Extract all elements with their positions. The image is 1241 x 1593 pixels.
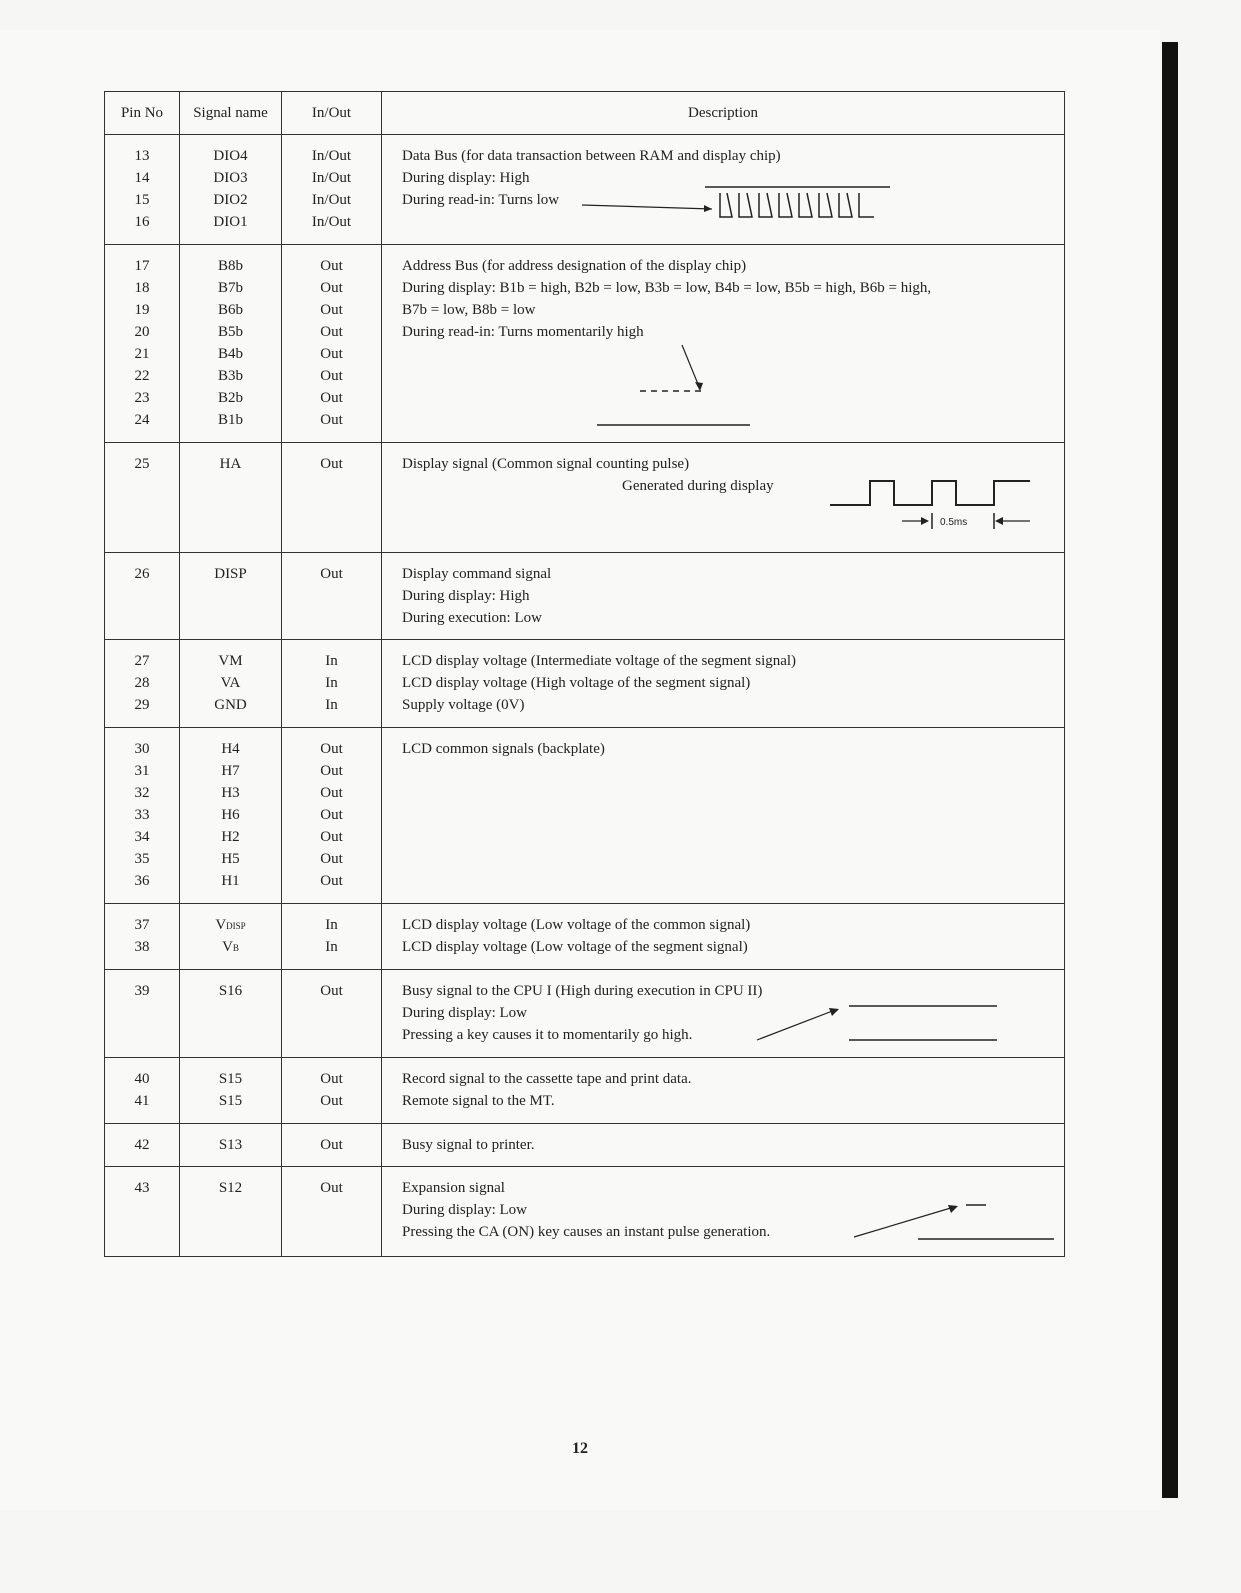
description-line: Display command signal [402, 566, 552, 582]
pin-no: 27 [134, 653, 150, 669]
io-value: Out [320, 983, 343, 999]
description-line: LCD display voltage (High voltage of the segment signal) [402, 675, 751, 691]
description [382, 1167, 1064, 1243]
description [382, 970, 1064, 1046]
scan-edge-shadow [1162, 42, 1178, 1498]
pin-list [105, 1058, 179, 1112]
description-line: Display signal (Common signal counting pulse) [402, 456, 690, 472]
description-line: B7b = low, B8b = low [402, 302, 536, 318]
description [382, 553, 1064, 629]
pulse-width-label: 0.5ms [940, 517, 968, 528]
table-row [105, 1167, 1065, 1257]
io-value: In [325, 939, 338, 955]
pin-no: 28 [134, 675, 150, 691]
pin-no: 43 [134, 1180, 150, 1196]
signal-name: DIO3 [213, 170, 248, 186]
pin-list [105, 1124, 179, 1156]
description-line: Record signal to the cassette tape and print data. [402, 1071, 692, 1087]
io-list [282, 135, 381, 233]
description-line: LCD display voltage (Low voltage of the segment signal) [402, 939, 748, 955]
header-signal-name: Signal name [180, 92, 282, 135]
signal-name: H7 [221, 763, 240, 779]
io-value: Out [320, 741, 343, 757]
description-line: Pressing a key causes it to momentarily go high. [402, 1027, 693, 1043]
signal-name [180, 936, 281, 958]
io-value: Out [320, 324, 343, 340]
pin-list [105, 443, 179, 475]
io-value: Out [320, 873, 343, 889]
signal-name: VM [218, 653, 243, 669]
pin-list [105, 245, 179, 431]
pin-no: 16 [134, 214, 150, 230]
pin-no: 31 [134, 763, 150, 779]
signal-name: S16 [218, 983, 243, 999]
pin-no: 40 [134, 1071, 150, 1087]
io-list [282, 1058, 381, 1112]
table-row [105, 640, 1065, 728]
description-line: During display: High [402, 170, 530, 186]
pin-list [105, 970, 179, 1002]
signal-name [180, 914, 281, 936]
pin-no: 23 [134, 390, 150, 406]
pulse-waveform [830, 473, 1040, 543]
pin-no: 21 [134, 346, 150, 362]
description-line: During execution: Low [402, 610, 542, 626]
pin-list [105, 553, 179, 585]
pin-no: 35 [134, 851, 150, 867]
io-value: In [325, 917, 338, 933]
io-value: Out [320, 763, 343, 779]
io-value: Out [320, 368, 343, 384]
io-value: Out [320, 280, 343, 296]
io-list [282, 1124, 381, 1156]
signal-name: DIO4 [213, 148, 248, 164]
pin-no: 15 [134, 192, 150, 208]
io-value: Out [320, 1093, 343, 1109]
busy-signal-waveform [757, 1000, 1007, 1050]
pin-no: 17 [134, 258, 150, 274]
pin-no: 38 [134, 939, 150, 955]
signal-name: S12 [218, 1180, 243, 1196]
pin-no: 42 [134, 1137, 150, 1153]
signal-list [180, 728, 281, 892]
signal-name: B2b [217, 390, 243, 406]
signal-main: V [215, 917, 227, 933]
signal-name: B6b [217, 302, 243, 318]
signal-name: H4 [221, 741, 240, 757]
io-value: In [325, 697, 338, 713]
pin-no: 37 [134, 917, 150, 933]
io-value: Out [320, 258, 343, 274]
signal-name: H2 [221, 829, 240, 845]
description-line: During read-in: Turns momentarily high [402, 324, 644, 340]
address-bus-waveform [612, 345, 772, 435]
pin-no: 19 [134, 302, 150, 318]
signal-list [180, 443, 281, 475]
description [382, 443, 1064, 528]
io-value: Out [320, 390, 343, 406]
signal-list [180, 135, 281, 233]
pin-list [105, 1167, 179, 1199]
signal-name: H3 [221, 785, 240, 801]
description-line: Data Bus (for data transaction between RAM and display chip) [402, 148, 781, 164]
signal-list [180, 640, 281, 716]
signal-name: B7b [217, 280, 243, 296]
signal-name: H6 [221, 807, 240, 823]
io-value: Out [320, 566, 343, 582]
signal-name: B4b [217, 346, 243, 362]
signal-name: DIO2 [213, 192, 248, 208]
header-pin-no: Pin No [105, 92, 180, 135]
signal-list [180, 904, 281, 958]
description-line: Generated during display [622, 478, 774, 494]
table-row [105, 1124, 1065, 1167]
pin-no: 32 [134, 785, 150, 801]
io-list [282, 443, 381, 475]
signal-name: S15 [218, 1071, 243, 1087]
description-line: LCD display voltage (Low voltage of the common signal) [402, 917, 751, 933]
description-line: Pressing the CA (ON) key causes an instant pulse generation. [402, 1224, 771, 1240]
pin-no: 39 [134, 983, 150, 999]
description-line: Address Bus (for address designation of the display chip) [402, 258, 747, 274]
signal-list [180, 245, 281, 431]
io-value: In [325, 675, 338, 691]
signal-name: B1b [217, 412, 243, 428]
header-description: Description [382, 92, 1065, 135]
io-value: Out [320, 302, 343, 318]
io-value: Out [320, 1180, 343, 1196]
io-list [282, 1167, 381, 1199]
signal-name: B5b [217, 324, 243, 340]
signal-name: GND [214, 697, 247, 713]
io-value: In/Out [311, 214, 352, 230]
description-line: Busy signal to printer. [402, 1137, 535, 1153]
pin-no: 36 [134, 873, 150, 889]
pin-no: 18 [134, 280, 150, 296]
signal-name: DIO1 [213, 214, 248, 230]
io-value: Out [320, 346, 343, 362]
pin-no: 14 [134, 170, 150, 186]
table-header-row [105, 92, 1065, 135]
header-in-out: In/Out [282, 92, 382, 135]
signal-name: DISP [214, 566, 247, 582]
pin-no: 20 [134, 324, 150, 340]
signal-name: B3b [217, 368, 243, 384]
io-value: Out [320, 1071, 343, 1087]
pin-list [105, 904, 179, 958]
description-line: LCD display voltage (Intermediate voltage of the segment signal) [402, 653, 797, 669]
io-value: Out [320, 412, 343, 428]
io-list [282, 728, 381, 892]
io-value: In/Out [311, 148, 352, 164]
description-line: During display: B1b = high, B2b = low, B3b = low, B4b = low, B5b = high, B6b = high, [402, 280, 932, 296]
table-row [105, 1058, 1065, 1124]
pin-no: 13 [134, 148, 150, 164]
description [382, 640, 1064, 716]
expansion-signal-waveform [854, 1197, 1064, 1247]
table-row [105, 904, 1065, 970]
description [382, 135, 1064, 211]
io-value: In [325, 653, 338, 669]
io-value: In/Out [311, 192, 352, 208]
pin-description-table [104, 91, 1065, 1257]
signal-list [180, 1124, 281, 1156]
pin-list [105, 728, 179, 892]
signal-name: S13 [218, 1137, 243, 1153]
table-row [105, 443, 1065, 553]
io-value: Out [320, 785, 343, 801]
description [382, 904, 1064, 958]
table-row [105, 245, 1065, 443]
io-value: Out [320, 456, 343, 472]
pin-list [105, 135, 179, 233]
signal-name: H1 [221, 873, 240, 889]
signal-subscript: DISP [226, 921, 246, 931]
pin-no: 22 [134, 368, 150, 384]
description-line: During display: Low [402, 1202, 527, 1218]
table-row [105, 135, 1065, 245]
table-row [105, 970, 1065, 1058]
signal-list [180, 1167, 281, 1199]
table-row [105, 553, 1065, 640]
signal-subscript: B [232, 943, 239, 953]
io-value: Out [320, 807, 343, 823]
signal-name: VA [220, 675, 241, 691]
signal-list [180, 553, 281, 585]
signal-list [180, 970, 281, 1002]
pin-no: 41 [134, 1093, 150, 1109]
description-line: Remote signal to the MT. [402, 1093, 555, 1109]
table-row [105, 728, 1065, 904]
page-number: 12 [572, 1440, 588, 1457]
pin-no: 34 [134, 829, 150, 845]
pin-list [105, 640, 179, 716]
signal-main: V [222, 939, 233, 955]
data-bus-waveform [582, 179, 902, 229]
io-value: Out [320, 851, 343, 867]
description-line: LCD common signals (backplate) [402, 741, 605, 757]
signal-name: H5 [221, 851, 240, 867]
io-list [282, 970, 381, 1002]
description-line: Busy signal to the CPU I (High during execution in CPU II) [402, 983, 763, 999]
io-list [282, 245, 381, 431]
pin-no: 30 [134, 741, 150, 757]
io-list [282, 553, 381, 585]
io-value: Out [320, 1137, 343, 1153]
description [382, 1124, 1064, 1156]
description-line: Supply voltage (0V) [402, 697, 525, 713]
pin-no: 25 [134, 456, 150, 472]
description [382, 245, 1064, 343]
io-value: In/Out [311, 170, 352, 186]
io-list [282, 904, 381, 958]
description-line: During display: Low [402, 1005, 527, 1021]
pin-no: 29 [134, 697, 150, 713]
io-list [282, 640, 381, 716]
io-value: Out [320, 829, 343, 845]
pin-no: 26 [134, 566, 150, 582]
signal-name: S15 [218, 1093, 243, 1109]
pin-no: 24 [134, 412, 150, 428]
signal-name: HA [219, 456, 242, 472]
description [382, 728, 1064, 760]
description-line: Expansion signal [402, 1180, 505, 1196]
description-line: During display: High [402, 588, 530, 604]
signal-list [180, 1058, 281, 1112]
pin-no: 33 [134, 807, 150, 823]
signal-name: B8b [217, 258, 243, 274]
description-line: During read-in: Turns low [402, 192, 560, 208]
description [382, 1058, 1064, 1112]
